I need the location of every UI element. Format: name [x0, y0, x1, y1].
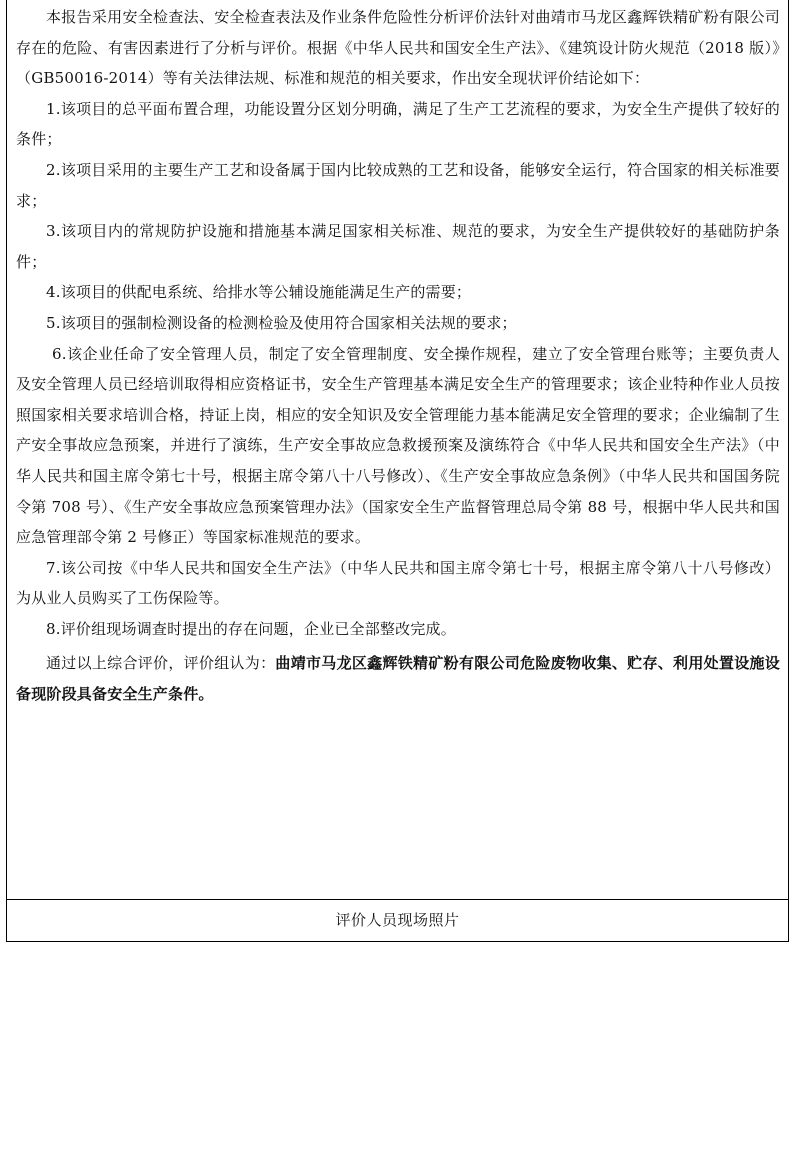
intro-paragraph: 本报告采用安全检查法、安全检查表法及作业条件危险性分析评价法针对曲靖市马龙区鑫辉铁精矿粉有限公司存在的危险、有害因素进行了分析与评价。根据《中华人民共和国安全生产法》、《建筑设计防火规范（2018 版）》（GB50016-2014）等有关法律法规、标准和规范的相关要求，作出安全现状评价结论如下： — [16, 8, 780, 88]
summary-lead: 通过以上综合评价，评价组认为： — [46, 654, 276, 673]
summary-paragraph — [16, 648, 780, 709]
conclusion-cell — [7, 0, 788, 900]
conclusion-item-2: 2.该项目采用的主要生产工艺和设备属于国内比较成熟的工艺和设备，能够安全运行，符合国家的相关标准要求； — [16, 160, 780, 210]
conclusion-item-8: 8.评价组现场调查时提出的存在问题，企业已全部整改完成。 — [46, 619, 456, 638]
conclusion-item-1: 1.该项目的总平面布置合理，功能设置分区划分明确，满足了生产工艺流程的要求，为安全生产提供了较好的条件； — [16, 99, 780, 149]
conclusion-item-4: 4.该项目的供配电系统、给排水等公辅设施能满足生产的需要； — [46, 283, 472, 302]
conclusion-item-5: 5.该项目的强制检测设备的检测检验及使用符合国家相关法规的要求； — [46, 313, 517, 332]
conclusion-item-6: 6.该企业任命了安全管理人员，制定了安全管理制度、安全操作规程，建立了安全管理台账等；主要负责人及安全管理人员已经培训取得相应资格证书，安全生产管理基本满足安全生产的管理要求；该企业特种作业人员按照国家相关要求培训合格，持证上岗，相应的安全知识及安全管理能力基本能满足安全管理的要求；企业编制了生产安全事故应急预案，并进行了演练，生产安全事故应急救援预案及演练符合《中华人民共和国安全生产法》（中华人民共和国主席令第七十号，根据主席令第八十八号修改）、《生产安全事故应急条例》（中华人民共和国国务院令第 708 号）、《生产安全事故应急预案管理办法》（国家安全生产监督管理总局令第 88 号，根据中华人民共和国应急管理部令第 2 号修正）等国家标准规范的要求。 — [16, 344, 780, 547]
conclusion-item-3: 3.该项目内的常规防护设施和措施基本满足国家相关标准、规范的要求，为安全生产提供较好的基础防护条件； — [16, 222, 780, 271]
summary-conclusion: 曲靖市马龙区鑫辉铁精矿粉有限公司危险废物收集、贮存、利用处置设施设备现阶段具备安全生产条件。 — [16, 654, 780, 704]
photo-section-label: 评价人员现场照片 — [335, 911, 460, 929]
conclusion-item-7: 7.该公司按《中华人民共和国安全生产法》（中华人民共和国主席令第七十号，根据主席令第八十八号修改）为从业人员购买了工伤保险等。 — [16, 558, 780, 608]
report-table — [6, 0, 789, 942]
